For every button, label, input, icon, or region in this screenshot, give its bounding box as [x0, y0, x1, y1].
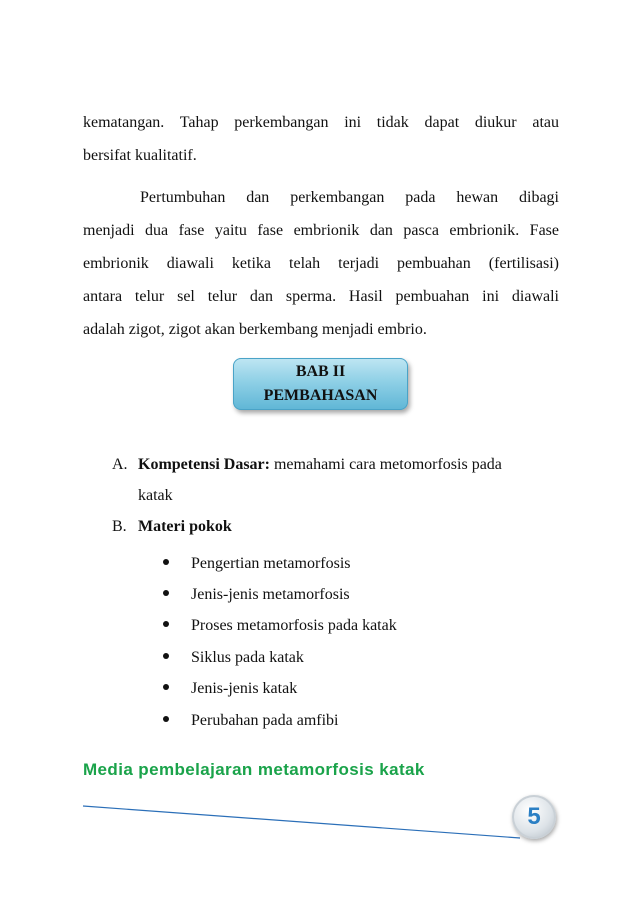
- paragraph-line: bersifat kualitatif.: [83, 147, 197, 164]
- list-item-description-cont: katak: [138, 487, 173, 504]
- bullet-text: Siklus pada katak: [191, 649, 304, 666]
- footer-title: Media pembelajaran metamorfosis katak: [83, 760, 425, 779]
- bullet-text: Perubahan pada amfibi: [191, 712, 339, 729]
- paragraph-line: antara telur sel telur dan sperma. Hasil pembuahan ini diawali: [83, 288, 559, 305]
- list-item-heading: Materi pokok: [138, 518, 232, 535]
- chapter-title: PEMBAHASAN: [263, 387, 378, 404]
- list-item-description: memahami cara metomorfosis pada: [269, 456, 502, 473]
- chapter-number: BAB II: [295, 363, 346, 380]
- page-number: 5: [527, 803, 541, 830]
- bullet-text: Jenis-jenis metamorfosis: [191, 586, 350, 603]
- paragraph-line: menjadi dua fase yaitu fase embrionik dan pasca embrionik. Fase: [83, 222, 559, 239]
- list-label: B.: [112, 518, 127, 535]
- list-label: A.: [112, 456, 128, 473]
- bullet-text: Proses metamorfosis pada katak: [191, 617, 397, 634]
- list-item-heading: Kompetensi Dasar:: [138, 456, 270, 473]
- paragraph-line: embrionik diawali ketika telah terjadi pembuahan (fertilisasi): [83, 255, 559, 272]
- paragraph-line: adalah zigot, zigot akan berkembang menjadi embrio.: [83, 321, 427, 338]
- bullet-text: Pengertian metamorfosis: [191, 555, 351, 572]
- bullet-text: Jenis-jenis katak: [191, 680, 298, 697]
- paragraph-line: Pertumbuhan dan perkembangan pada hewan dibagi: [140, 189, 559, 206]
- page-number-badge: [512, 795, 556, 839]
- paragraph-line: kematangan. Tahap perkembangan ini tidak dapat diukur atau: [83, 114, 559, 131]
